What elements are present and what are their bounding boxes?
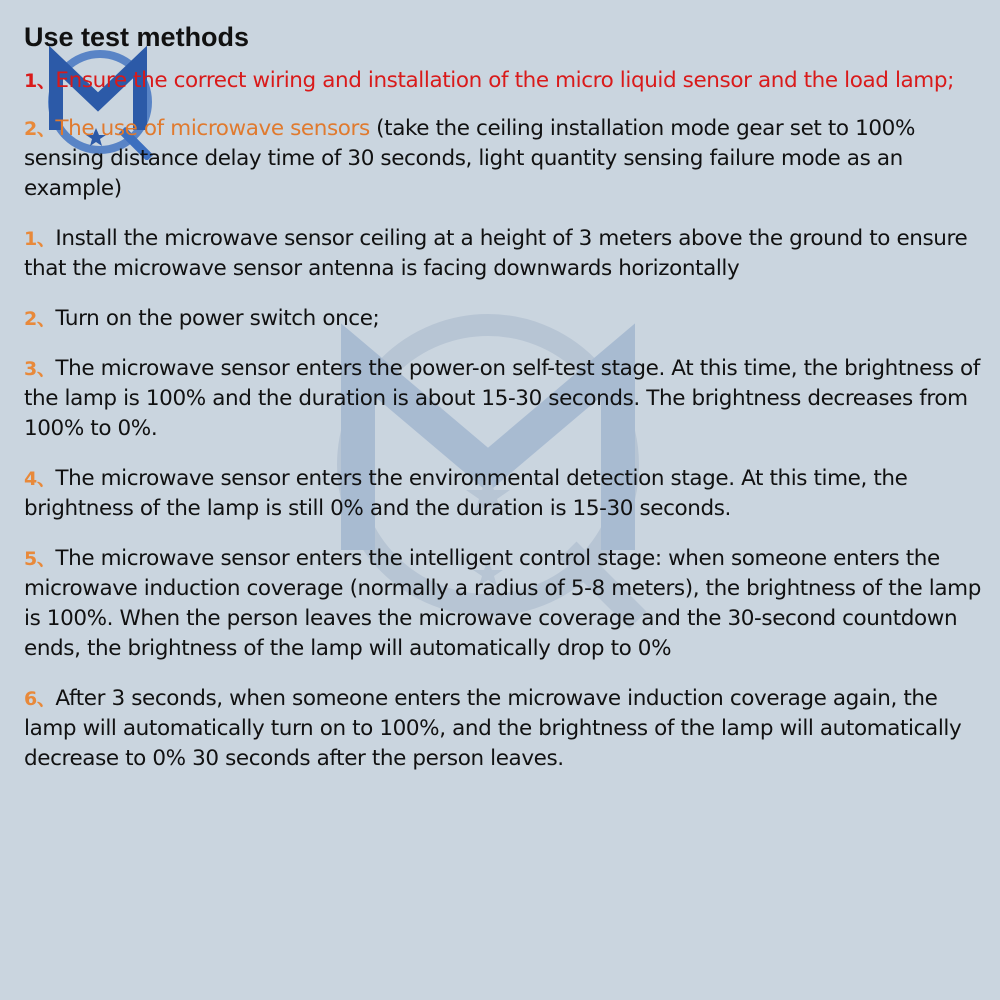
document-body (24, 20, 984, 774)
step-text: Install the microwave sensor ceiling at a height of 3 meters above the ground to ensure that the microwave sensor antenna is facing downwards horizontally (24, 226, 968, 281)
intro-wiring-note (24, 66, 984, 96)
step-number: 1、 (24, 228, 56, 250)
step-text: Turn on the power switch once; (55, 306, 380, 331)
intro-number: 1、 (24, 70, 56, 92)
step-item (24, 684, 984, 774)
step-text: The microwave sensor enters the power-on self-test stage. At this time, the brightness of the lamp is 100% and the duration is about 15-30 seconds. The brightness decreases from 100% to 0%. (24, 356, 980, 441)
intro-usage-highlight: The use of microwave sensors (55, 116, 370, 141)
step-text: The microwave sensor enters the intelligent control stage: when someone enters the microwave induction coverage (normally a radius of 5-8 meters), the brightness of the lamp is 100%. When the person leaves the microwave coverage and the 30-second countdown ends, the brightness of the lamp will automatically drop to 0% (24, 546, 981, 661)
step-item (24, 354, 984, 444)
intro-wiring-text: Ensure the correct wiring and installation of the micro liquid sensor and the load lamp; (55, 68, 954, 93)
step-item (24, 304, 984, 334)
step-number: 2、 (24, 308, 56, 330)
intro-number: 2、 (24, 118, 56, 140)
step-number: 4、 (24, 468, 56, 490)
step-text: After 3 seconds, when someone enters the microwave induction coverage again, the lamp will automatically turn on to 100%, and the brightness of the lamp will automatically decrease to 0% 30 seconds after the person leaves. (24, 686, 962, 771)
intro-usage-note (24, 114, 984, 204)
step-item (24, 224, 984, 284)
step-item (24, 464, 984, 524)
step-item (24, 544, 984, 664)
step-number: 3、 (24, 358, 56, 380)
step-number: 5、 (24, 548, 56, 570)
intro-usage-text: (take the ceiling installation mode gear set to 100% sensing distance delay time of 30 seconds, light quantity sensing failure mode as an example) (24, 116, 915, 201)
step-text: The microwave sensor enters the environmental detection stage. At this time, the brightness of the lamp is still 0% and the duration is 15-30 seconds. (24, 466, 908, 521)
step-number: 6、 (24, 688, 56, 710)
page-title: Use test methods (24, 22, 250, 52)
